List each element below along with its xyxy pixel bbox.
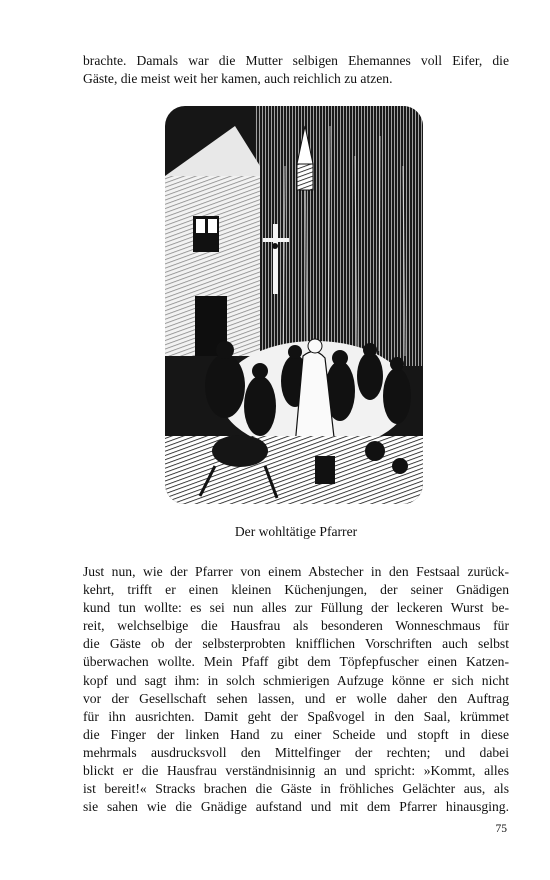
main-paragraph xyxy=(83,563,509,816)
text-line: kehrt, trifft er einen kleinen Küchenjungen, der seiner Gnädigen xyxy=(83,582,509,598)
text-line: reit, welchselbige die Hausfrau als besonderen Wonneschmaus für xyxy=(83,618,509,634)
text-line: sie sahen wie die Gnädige aufstand und mit dem Pfarrer hinausging. xyxy=(83,799,509,815)
top-paragraph xyxy=(83,52,509,88)
figure-caption: Der wohltätige Pfarrer xyxy=(234,524,358,539)
text-line: Just nun, wie der Pfarrer von einem Abstecher in den Festsaal zurück- xyxy=(83,564,509,579)
text-line: die Finger der linken Hand zu einer Scheide und stopft in diese xyxy=(83,726,509,742)
woodcut-engraving-icon xyxy=(165,106,423,504)
text-line: für ihn ausrichten. Damit geht der Spaßvogel in den Saal, krümmet xyxy=(83,708,509,724)
text-line: die Gäste ob der selbsterprobten knifflichen Vorschriften auch selbst xyxy=(83,636,509,652)
text-line: brachte. Damals war die Mutter selbigen Ehemannes voll Eifer, die xyxy=(83,53,509,68)
text-line: mehrmals ausdrucksvoll den Mittelfinger der rechten; und dabei xyxy=(83,744,509,760)
text-line: kopf und sagt ihm: in solch schmierigen Aufzuge könne er sich nicht xyxy=(83,672,509,688)
text-line: überwachen wollte. Mein Pfaff gibt dem Töpfepfuscher einen Katzen- xyxy=(83,654,509,670)
page-number: 75 xyxy=(495,823,507,835)
text-line: Gäste, die meist weit her kamen, auch reichlich zu atzen. xyxy=(83,71,393,87)
text-line: ist bereit!« Stracks brachen die Gäste in fröhliches Gelächter aus, als xyxy=(83,781,509,797)
text-line: blickt er die Hausfrau verständnisinnig an und spricht: »Kommt, alles xyxy=(83,763,509,779)
woodcut-illustration xyxy=(165,106,423,504)
text-line: vor der Gesellschaft sehen lassen, und er wolle daher den Auftrag xyxy=(83,690,509,706)
text-line: kund tun wollte: es sei nun alles zur Füllung der leckeren Wurst be- xyxy=(83,600,509,616)
